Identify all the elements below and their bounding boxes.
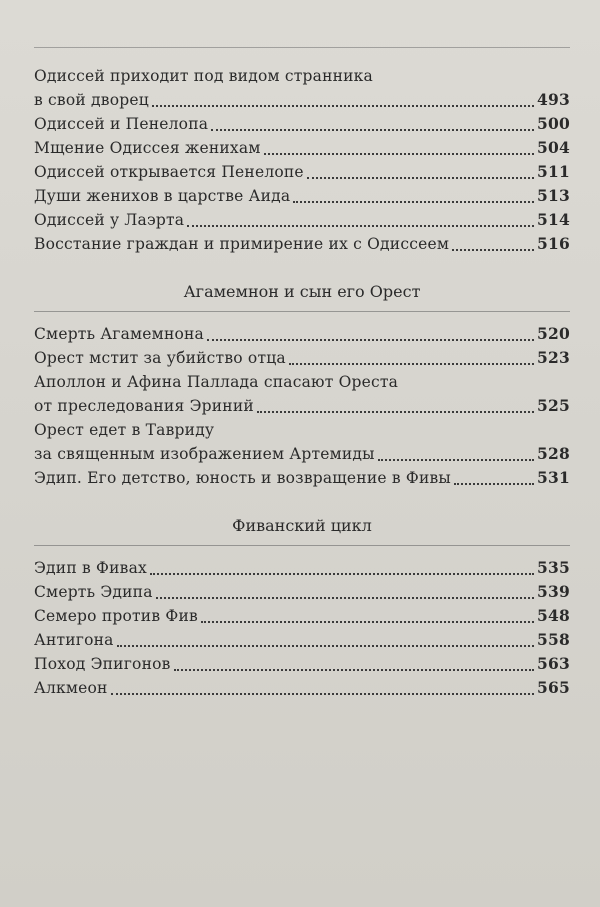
dot-leader [111,679,534,695]
section-heading: Фиванский цикл [232,516,372,535]
dot-leader [207,325,534,341]
entry-title-line: от преследования Эриний [34,397,254,415]
entry-leader-line [34,580,570,604]
toc-entry [34,184,570,208]
entry-title-line: Смерть Эдипа [34,583,153,601]
entry-leader-line [34,208,570,232]
toc-entry [34,322,570,346]
page-number: 504 [537,138,570,157]
entry-title-line: Души женихов в царстве Аида [34,187,291,205]
page-number: 558 [537,630,570,649]
toc-entry [34,556,570,580]
dot-leader [378,445,534,461]
entry-title-line: Одиссей и Пенелопа [34,115,209,133]
page-number: 514 [537,210,570,229]
entry-leader-line [34,184,570,208]
page-number: 520 [537,324,570,343]
page-number: 493 [537,90,570,109]
entry-title-line: Восстание граждан и примирение их с Одиссеем [34,235,450,253]
page-number: 525 [537,396,570,415]
toc-entry [34,466,570,490]
entry-title-line: Орест мстит за убийство отца [34,349,286,367]
toc-entry [34,208,570,232]
entry-title-line: Эдип в Фивах [34,559,147,577]
section-divider [34,545,570,546]
dot-leader [152,91,534,107]
entry-title-line: Аполлон и Афина Паллада спасают Ореста [34,373,399,391]
toc-entry [34,232,570,256]
entry-title-line: Семеро против Фив [34,607,198,625]
page-number: 516 [537,234,570,253]
entry-title-line: в свой дворец [34,91,149,109]
entry-leader-line [34,136,570,160]
entry-title-line: Антигона [34,631,114,649]
entry-leader-line [34,322,570,346]
toc-section [34,64,570,256]
entry-title-line: Одиссей приходит под видом странника [34,67,373,85]
page-number: 563 [537,654,570,673]
dot-leader [452,235,534,251]
entry-title-line: Эдип. Его детство, юность и возвращение в Фивы [34,469,451,487]
dot-leader [201,607,534,623]
toc-entry [34,346,570,370]
entry-leader-line [34,394,570,418]
toc-entry [34,604,570,628]
table-of-contents [34,64,570,700]
entry-title-line: Поход Эпигонов [34,655,171,673]
section-heading: Агамемнон и сын его Орест [183,282,421,301]
page-number: 500 [537,114,570,133]
entry-title-line: Алкмеон [34,679,108,697]
entry-leader-line [34,112,570,136]
toc-entry [34,64,570,112]
entry-leader-line [34,652,570,676]
page-number: 528 [537,444,570,463]
entry-title-line: за священным изображением Артемиды [34,445,375,463]
section-divider [34,311,570,312]
entry-title-line: Орест едет в Тавриду [34,421,215,439]
toc-entry [34,112,570,136]
entry-leader-line [34,346,570,370]
toc-entry [34,418,570,466]
entry-title-line: Мщение Одиссея женихам [34,139,261,157]
dot-leader [211,115,534,131]
page-number: 531 [537,468,570,487]
top-rule [34,47,570,48]
dot-leader [264,139,534,155]
dot-leader [187,211,534,227]
entry-leader-line [34,604,570,628]
toc-entry [34,628,570,652]
dot-leader [150,559,534,575]
toc-entry [34,136,570,160]
entry-leader-line [34,628,570,652]
entry-leader-line [34,556,570,580]
entry-leader-line [34,88,570,112]
entry-title-line: Одиссей у Лаэрта [34,211,185,229]
toc-entry [34,580,570,604]
entry-leader-line [34,466,570,490]
dot-leader [307,163,534,179]
page-number: 565 [537,678,570,697]
dot-leader [156,583,534,599]
entry-title-line: Смерть Агамемнона [34,325,204,343]
dot-leader [174,655,534,671]
entry-leader-line [34,232,570,256]
dot-leader [454,469,534,485]
dot-leader [293,187,534,203]
entry-leader-line [34,160,570,184]
entry-leader-line [34,442,570,466]
page-number: 539 [537,582,570,601]
toc-entry [34,652,570,676]
page-number: 511 [537,162,570,181]
page-number: 513 [537,186,570,205]
entry-leader-line [34,676,570,700]
toc-entry [34,370,570,418]
page-number: 548 [537,606,570,625]
toc-section [34,282,570,490]
dot-leader [117,631,534,647]
toc-section [34,516,570,700]
page-number: 535 [537,558,570,577]
toc-entry [34,160,570,184]
toc-entry [34,676,570,700]
dot-leader [257,397,534,413]
entry-title-line: Одиссей открывается Пенелопе [34,163,304,181]
page-number: 523 [537,348,570,367]
dot-leader [289,349,534,365]
